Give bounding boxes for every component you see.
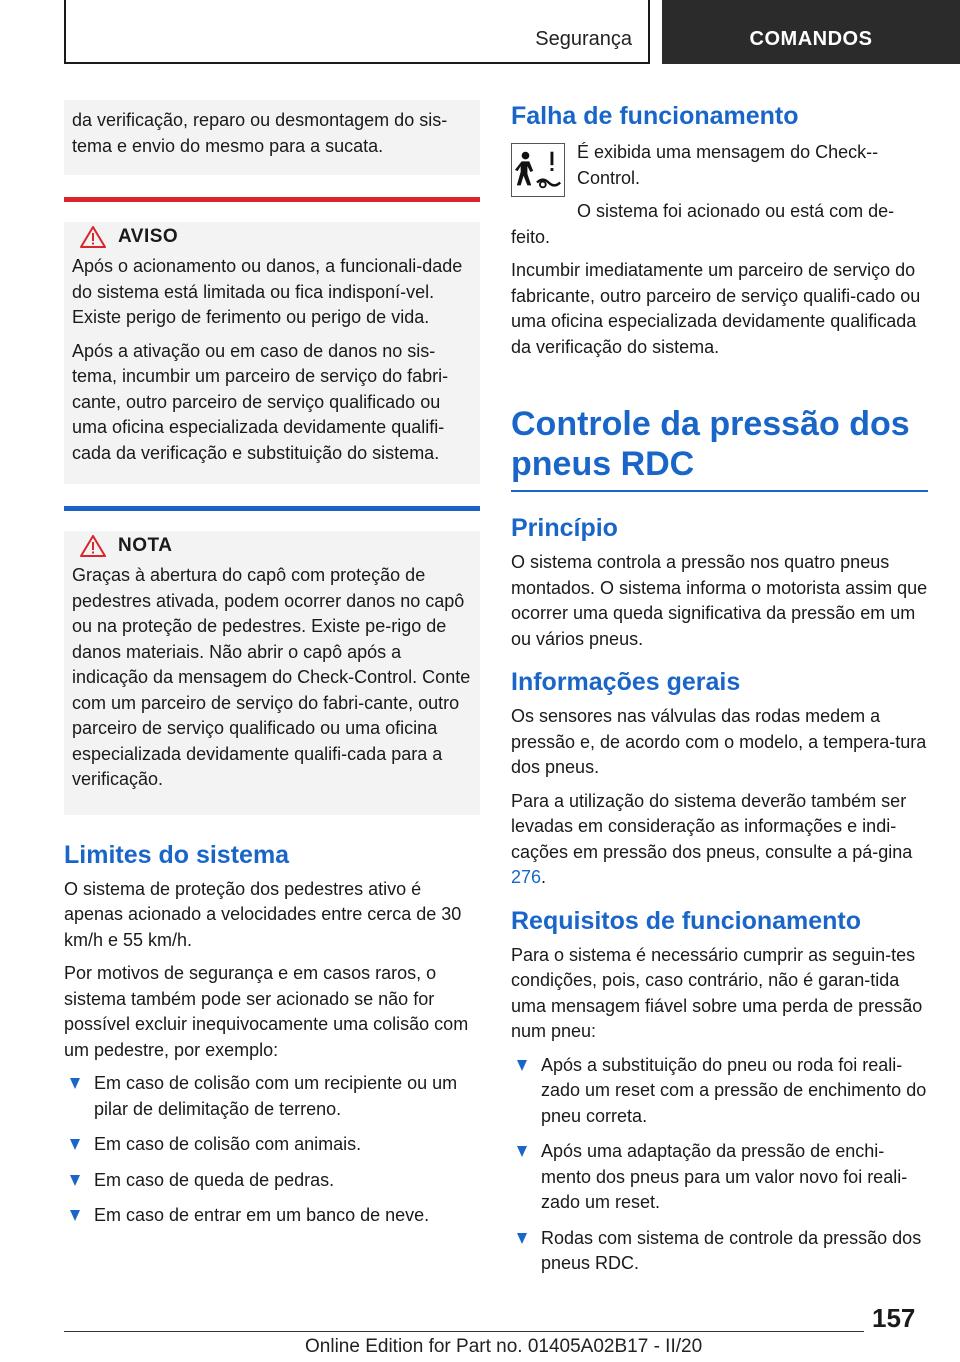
list-item: Em caso de entrar em um banco de neve.	[64, 1203, 480, 1229]
aviso-label: AVISO	[118, 226, 179, 247]
principio-paragraph-1: O sistema controla a pressão nos quatro pneus montados. O sistema informa o motorista assim que ocorrer uma queda significativa da pressão em um ou vários pneus.	[511, 552, 928, 649]
triangle-bullet-icon	[70, 1175, 80, 1186]
requisitos-paragraph-1: Para o sistema é necessário cumprir as seguin-tes condições, pois, caso contrário, não é garan-tida uma mensagem fiável sobre uma perda de pressão num pneu:	[511, 944, 923, 1041]
falha-paragraph-1: É exibida uma mensagem do Check--Control.	[577, 142, 879, 188]
triangle-bullet-icon	[517, 1060, 527, 1071]
warning-triangle-icon	[80, 226, 106, 248]
falha-paragraph-3: Incumbir imediatamente um parceiro de serviço do fabricante, outro parceiro de serviço qualifi-cado ou uma oficina especializada devidamente qualificada da verificação do sistema.	[511, 260, 921, 357]
check-control-row	[511, 140, 928, 199]
nota-box	[64, 506, 480, 815]
info-paragraph-1: Os sensores nas válvulas das rodas medem a pressão e, de acordo com o modelo, a tempera-tura dos pneus.	[511, 706, 927, 777]
falha-heading: Falha de funcionamento	[511, 102, 799, 130]
continued-text: da verificação, reparo ou desmontagem do sis-tema e envio do mesmo para a sucata.	[72, 110, 448, 156]
page-number: 157	[872, 1303, 916, 1333]
nota-paragraph-1: Graças à abertura do capô com proteção de pedestres ativada, podem ocorrer danos no capô ou na proteção de pedestres. Existe pe-rigo de danos materiais. Não abrir o capô após a indicação da mensagem do Check-Control. Conte com um parceiro de serviço do fabri-cante, outro parceiro de serviço qualificado ou uma oficina especializada devidamente qualifi-cada para a verificação.	[72, 565, 471, 789]
triangle-bullet-icon	[70, 1078, 80, 1089]
footer-edition: Online Edition for Part no. 01405A02B17 - II/20	[305, 1336, 703, 1357]
requisitos-list	[511, 1053, 928, 1277]
principio-heading: Princípio	[511, 514, 618, 542]
nota-label: NOTA	[118, 535, 173, 556]
footer-divider	[64, 1331, 864, 1332]
header-chapter-tab[interactable]	[662, 0, 960, 64]
falha-paragraph-2: O sistema foi acionado ou está com de-feito.	[511, 201, 895, 247]
list-item: Em caso de colisão com animais.	[64, 1132, 480, 1158]
right-column	[511, 100, 928, 1287]
aviso-paragraph-1: Após o acionamento ou danos, a funcionali-dade do sistema está limitada ou fica indisponí-vel. Existe perigo de ferimento ou perigo de vida.	[72, 256, 463, 327]
aviso-heading	[72, 226, 472, 248]
list-item: Em caso de colisão com um recipiente ou um pilar de delimitação de terreno.	[64, 1071, 480, 1122]
continued-note-box	[64, 100, 480, 175]
aviso-paragraph-2: Após a ativação ou em caso de danos no sis-tema, incumbir um parceiro de serviço do fabri-cante, outro parceiro de serviço qualificado ou uma oficina especializada devidamente qualifi-cada da verificação e substituição do sistema.	[72, 340, 449, 463]
limites-list	[64, 1071, 480, 1229]
rdc-heading: Controle da pressão dos pneus RDC	[511, 405, 910, 483]
section-title: Segurança	[535, 28, 632, 50]
list-item: Após uma adaptação da pressão de enchi-mento dos pneus para um valor novo foi reali-zado um reset.	[511, 1139, 928, 1216]
page-link[interactable]: 276	[511, 867, 542, 887]
info-paragraph-2: Para a utilização do sistema deverão também ser levadas em consideração as informações e indi-cações em pressão dos pneus, consulte a pá-gina 276.	[511, 790, 913, 887]
info-heading: Informações gerais	[511, 668, 741, 696]
header-section-box	[64, 0, 650, 64]
limites-paragraph-2: Por motivos de segurança e em casos raros, o sistema também pode ser acionado se não for possível excluir inequivocamente uma colisão com um pedestre, por exemplo:	[64, 963, 469, 1060]
pedestrian-protection-icon	[511, 143, 565, 197]
triangle-bullet-icon	[70, 1210, 80, 1221]
triangle-bullet-icon	[517, 1146, 527, 1157]
triangle-bullet-icon	[517, 1233, 527, 1244]
limites-paragraph-1: O sistema de proteção dos pedestres ativo é apenas acionado a velocidades entre cerca de 30 km/h e 55 km/h.	[64, 878, 462, 950]
rdc-title-block	[511, 404, 928, 492]
warning-triangle-icon	[80, 535, 106, 557]
triangle-bullet-icon	[70, 1139, 80, 1150]
list-item: Rodas com sistema de controle da pressão dos pneus RDC.	[511, 1226, 928, 1277]
nota-heading	[72, 535, 472, 557]
aviso-box	[64, 197, 480, 484]
chapter-title: COMANDOS	[749, 28, 873, 50]
limites-heading: Limites do sistema	[64, 840, 290, 869]
requisitos-heading: Requisitos de funcionamento	[511, 906, 862, 935]
limites-section	[64, 839, 480, 1229]
list-item: Após a substituição do pneu ou roda foi reali-zado um reset com a pressão de enchimento do pneu correta.	[511, 1053, 928, 1130]
left-column	[64, 100, 480, 1239]
list-item: Em caso de queda de pedras.	[64, 1168, 480, 1194]
